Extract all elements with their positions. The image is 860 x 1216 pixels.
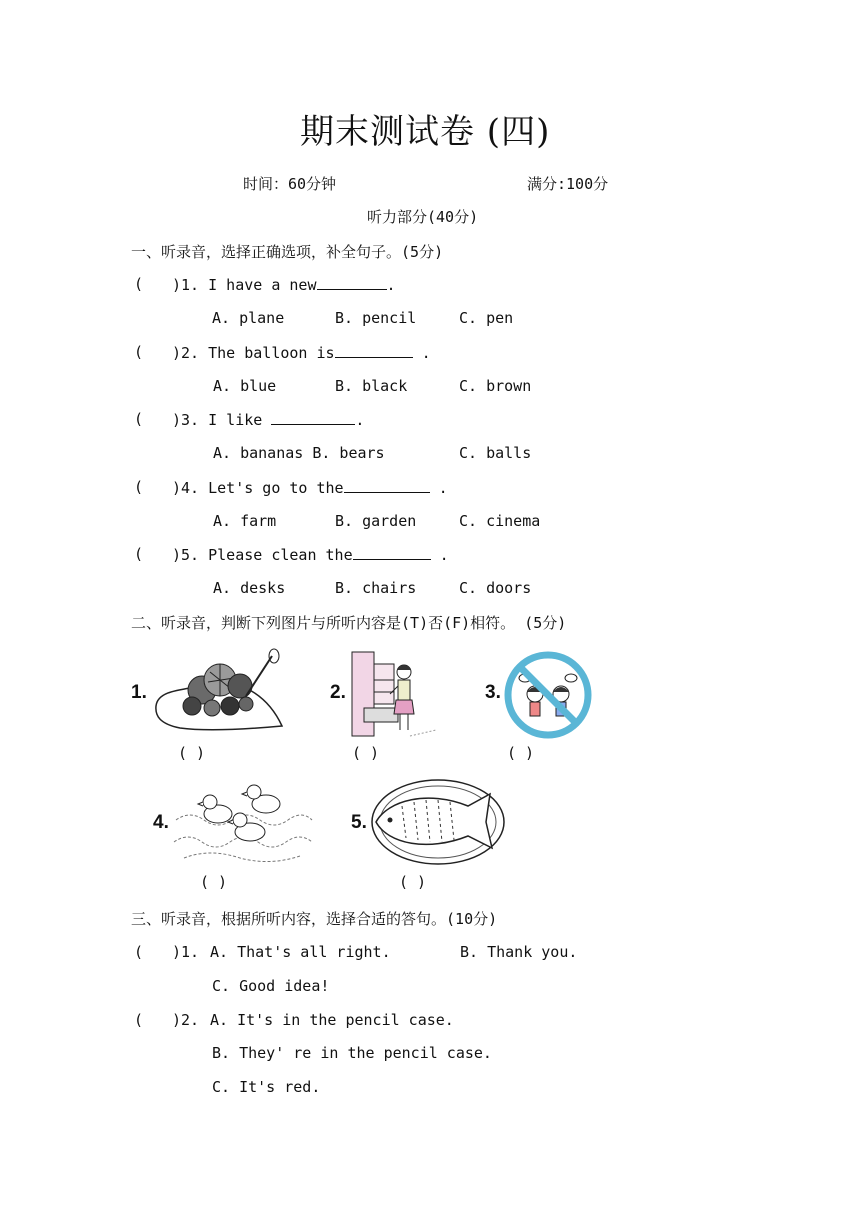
q5-end: . — [430, 546, 449, 564]
section-listening: 听力部分(40分) — [367, 208, 479, 226]
q1-blank[interactable] — [317, 275, 387, 290]
q4-open-paren: ( — [134, 478, 144, 496]
p3q2-option-b[interactable]: B. They' re in the pencil case. — [212, 1044, 492, 1062]
picture1-number: 1. — [131, 682, 147, 703]
q1-row — [172, 275, 396, 294]
q2-stem: The balloon is — [208, 344, 335, 362]
q1-num: )1. — [172, 276, 200, 294]
q2-open-paren: ( — [134, 343, 144, 361]
q3-blank[interactable] — [271, 410, 355, 425]
time-label: 时间：60分钟 — [243, 175, 337, 193]
picture5-answer[interactable]: ( ) — [399, 873, 427, 891]
q3-end: . — [355, 411, 365, 429]
q5-option-a[interactable]: A. desks — [213, 579, 286, 597]
q3-option-c[interactable]: C. balls — [459, 444, 532, 462]
q2-option-c[interactable]: C. brown — [459, 377, 532, 395]
p3q2-option-c[interactable]: C. It's red. — [212, 1078, 321, 1096]
q5-num: )5. — [172, 546, 200, 564]
p3q1-option-b[interactable]: B. Thank you. — [460, 943, 578, 961]
part3-heading: 三、听录音，根据所听内容，选择合适的答句。(10分) — [131, 910, 498, 928]
p3q1-option-a[interactable]: A. That's all right. — [210, 943, 391, 961]
picture3-answer[interactable]: ( ) — [507, 744, 535, 762]
q3-row — [172, 410, 364, 429]
q4-blank[interactable] — [344, 478, 430, 493]
q1-option-b[interactable]: B. pencil — [335, 309, 417, 327]
q4-end: . — [429, 479, 448, 497]
picture3-number: 3. — [485, 682, 501, 703]
q4-row — [172, 478, 448, 497]
q1-open-paren: ( — [134, 275, 144, 293]
q2-option-a[interactable]: A. blue — [213, 377, 277, 395]
q3-open-paren: ( — [134, 410, 144, 428]
fish-plate-icon — [368, 776, 512, 868]
part1-heading: 一、听录音，选择正确选项，补全句子。(5分) — [131, 243, 444, 261]
picture4-number: 4. — [153, 812, 169, 833]
q1-end: . — [386, 276, 396, 294]
q4-num: )4. — [172, 479, 200, 497]
q5-stem: Please clean the — [208, 546, 353, 564]
p3q2-option-a[interactable]: A. It's in the pencil case. — [210, 1011, 454, 1029]
q5-row — [172, 545, 449, 564]
p3q2-num: )2. — [172, 1011, 200, 1029]
q3-option-ab[interactable]: A. bananas B. bears — [213, 444, 385, 462]
q3-stem: I like — [208, 411, 272, 429]
p3q1-option-c[interactable]: C. Good idea! — [212, 977, 330, 995]
q5-blank[interactable] — [353, 545, 431, 560]
q2-option-b[interactable]: B. black — [335, 377, 408, 395]
q3-num: )3. — [172, 411, 200, 429]
q1-option-c[interactable]: C. pen — [459, 309, 514, 327]
p3q1-open-paren: ( — [134, 943, 144, 961]
ducks-icon — [170, 780, 315, 865]
q4-option-c[interactable]: C. cinema — [459, 512, 541, 530]
no-talking-sign-icon — [503, 650, 593, 740]
picture2-answer[interactable]: ( ) — [352, 744, 380, 762]
q4-option-a[interactable]: A. farm — [213, 512, 277, 530]
p3q1-num: )1. — [172, 943, 200, 961]
q1-stem: I have a new — [208, 276, 317, 294]
q4-option-b[interactable]: B. garden — [335, 512, 417, 530]
q2-blank[interactable] — [335, 343, 413, 358]
q2-row — [172, 343, 431, 362]
q4-stem: Let's go to the — [208, 479, 344, 497]
fruit-plate-icon — [150, 648, 285, 734]
q2-end: . — [412, 344, 431, 362]
q5-option-c[interactable]: C. doors — [459, 579, 532, 597]
page-title: 期末测试卷 (四) — [300, 112, 551, 152]
picture5-number: 5. — [351, 812, 367, 833]
q2-num: )2. — [172, 344, 200, 362]
p3q2-open-paren: ( — [134, 1011, 144, 1029]
picture1-answer[interactable]: ( ) — [178, 744, 206, 762]
q1-option-a[interactable]: A. plane — [212, 309, 285, 327]
picture4-answer[interactable]: ( ) — [200, 873, 228, 891]
q5-open-paren: ( — [134, 545, 144, 563]
q5-option-b[interactable]: B. chairs — [335, 579, 417, 597]
score-label: 满分:100分 — [527, 175, 609, 193]
girl-at-fridge-icon — [350, 650, 440, 738]
part2-heading: 二、听录音，判断下列图片与所听内容是(T)否(F)相符。 (5分) — [131, 614, 567, 632]
picture2-number: 2. — [330, 682, 346, 703]
